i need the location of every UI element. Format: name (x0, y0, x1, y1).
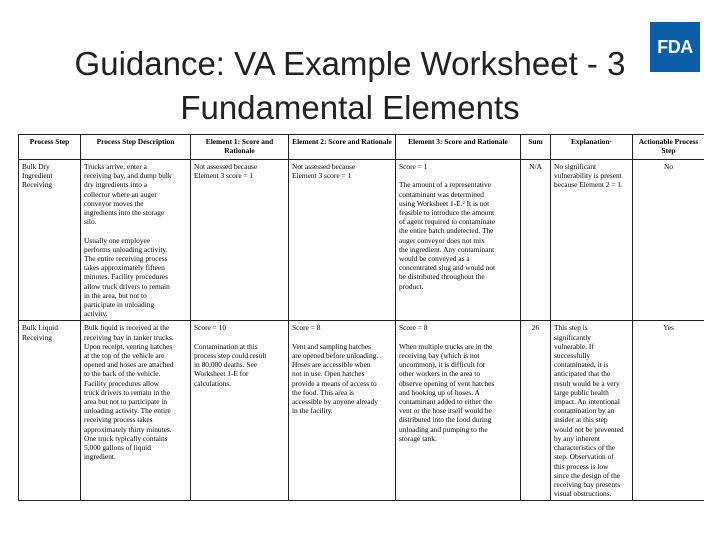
cell-element-3: Score = 8 When multiple trucks are in the receiving bay (which is not uncommon), it is difficult for other workers in the area to observe opening of vent hatches and hooking up of hoses. A contaminant added to either the vent or the hose itself would be distributed into the food during unloading and pumping to the storage tank. (396, 321, 521, 501)
worksheet-table-image (18, 134, 704, 534)
slide-title-line-2: Fundamental Elements (180, 89, 520, 126)
worksheet-table (18, 134, 704, 501)
cell-actionable: No (633, 160, 705, 321)
cell-description: Bulk liquid is received at the receiving bay in tanker trucks. Upon receipt, venting hatches at the top of the vehicle are opened and hoses are attached to the back of the vehicle. Facility procedures allow truck drivers to remain in the area but not to participate in unloading activity. The entire receiving process takes approximately thirty minutes. One truck typically contains 5,000 gallons of liquid ingredient. (81, 321, 191, 501)
cell-description: Trucks arrive, enter a receiving bay, and dump bulk dry ingredients into a collector where an auger conveyor moves the ingredients into the storage silo. Usually one employee performs unloading activity. The entire receiving process takes approximately fifteen minutes. Facility procedures allow truck drivers to remain in the area, but not to participate in unloading activity. (81, 160, 191, 321)
cell-sum: 26 (521, 321, 551, 501)
header-sum: Sum (521, 135, 551, 160)
slide-title-line-1: Guidance: VA Example Worksheet - 3 (74, 45, 626, 82)
cell-process-step: Bulk Liquid Receiving (19, 321, 81, 501)
header-element-3: Element 3: Score and Rationale (396, 135, 521, 160)
cell-element-2: Score = 8 Vent and sampling hatches are opened before unloading. Hoses are accessible when not in use. Open hatches provide a means of access to the food. This area is accessible by anyone already in the facility. (289, 321, 396, 501)
table-row (19, 321, 705, 501)
cell-element-1: Not assessed because Element 3 score = 1 (191, 160, 289, 321)
header-process-step: Process Step (19, 135, 81, 160)
header-element-1: Element 1: Score and Rationale (191, 135, 289, 160)
cell-explanation: This step is significantly vulnerable. If successfully contaminated, it is anticipated that the result would be a very large public health impact. An intentional contamination by an insider at this step would not be prevented by any inherent characteristics of the step. Observation of this process is low since the design of the receiving bay presents visual obstructions. (551, 321, 633, 501)
cell-element-1: Score = 10 Contamination at this process step could result in 80,000 deaths. See Worksheet 1-E for calculations. (191, 321, 289, 501)
cell-actionable: Yes (633, 321, 705, 501)
cell-element-2: Not assessed because Element 3 score = 1 (289, 160, 396, 321)
table-header-row (19, 135, 705, 160)
cell-explanation: No significant vulnerability is present because Element 2 = 1. (551, 160, 633, 321)
cell-process-step: Bulk Dry Ingredient Receiving (19, 160, 81, 321)
header-actionable: Actionable Process Step (633, 135, 705, 160)
slide-title (40, 42, 660, 130)
cell-sum: N/A (521, 160, 551, 321)
header-description: Process Step Description (81, 135, 191, 160)
table-row (19, 160, 705, 321)
header-element-2: Element 2: Score and Rationale (289, 135, 396, 160)
fda-logo: FDA (650, 22, 700, 72)
header-explanation: Explanation· (551, 135, 633, 160)
cell-element-3: Score = 1 The amount of a representative contaminant was determined using Worksheet 1-E.² It is not feasible to introduce the amount of agent required to contaminate the entire batch undetected. The auger conveyor does not mix the ingredient. Any contaminant would be conveyed as a concentrated slug and would not be distributed throughout the product. (396, 160, 521, 321)
